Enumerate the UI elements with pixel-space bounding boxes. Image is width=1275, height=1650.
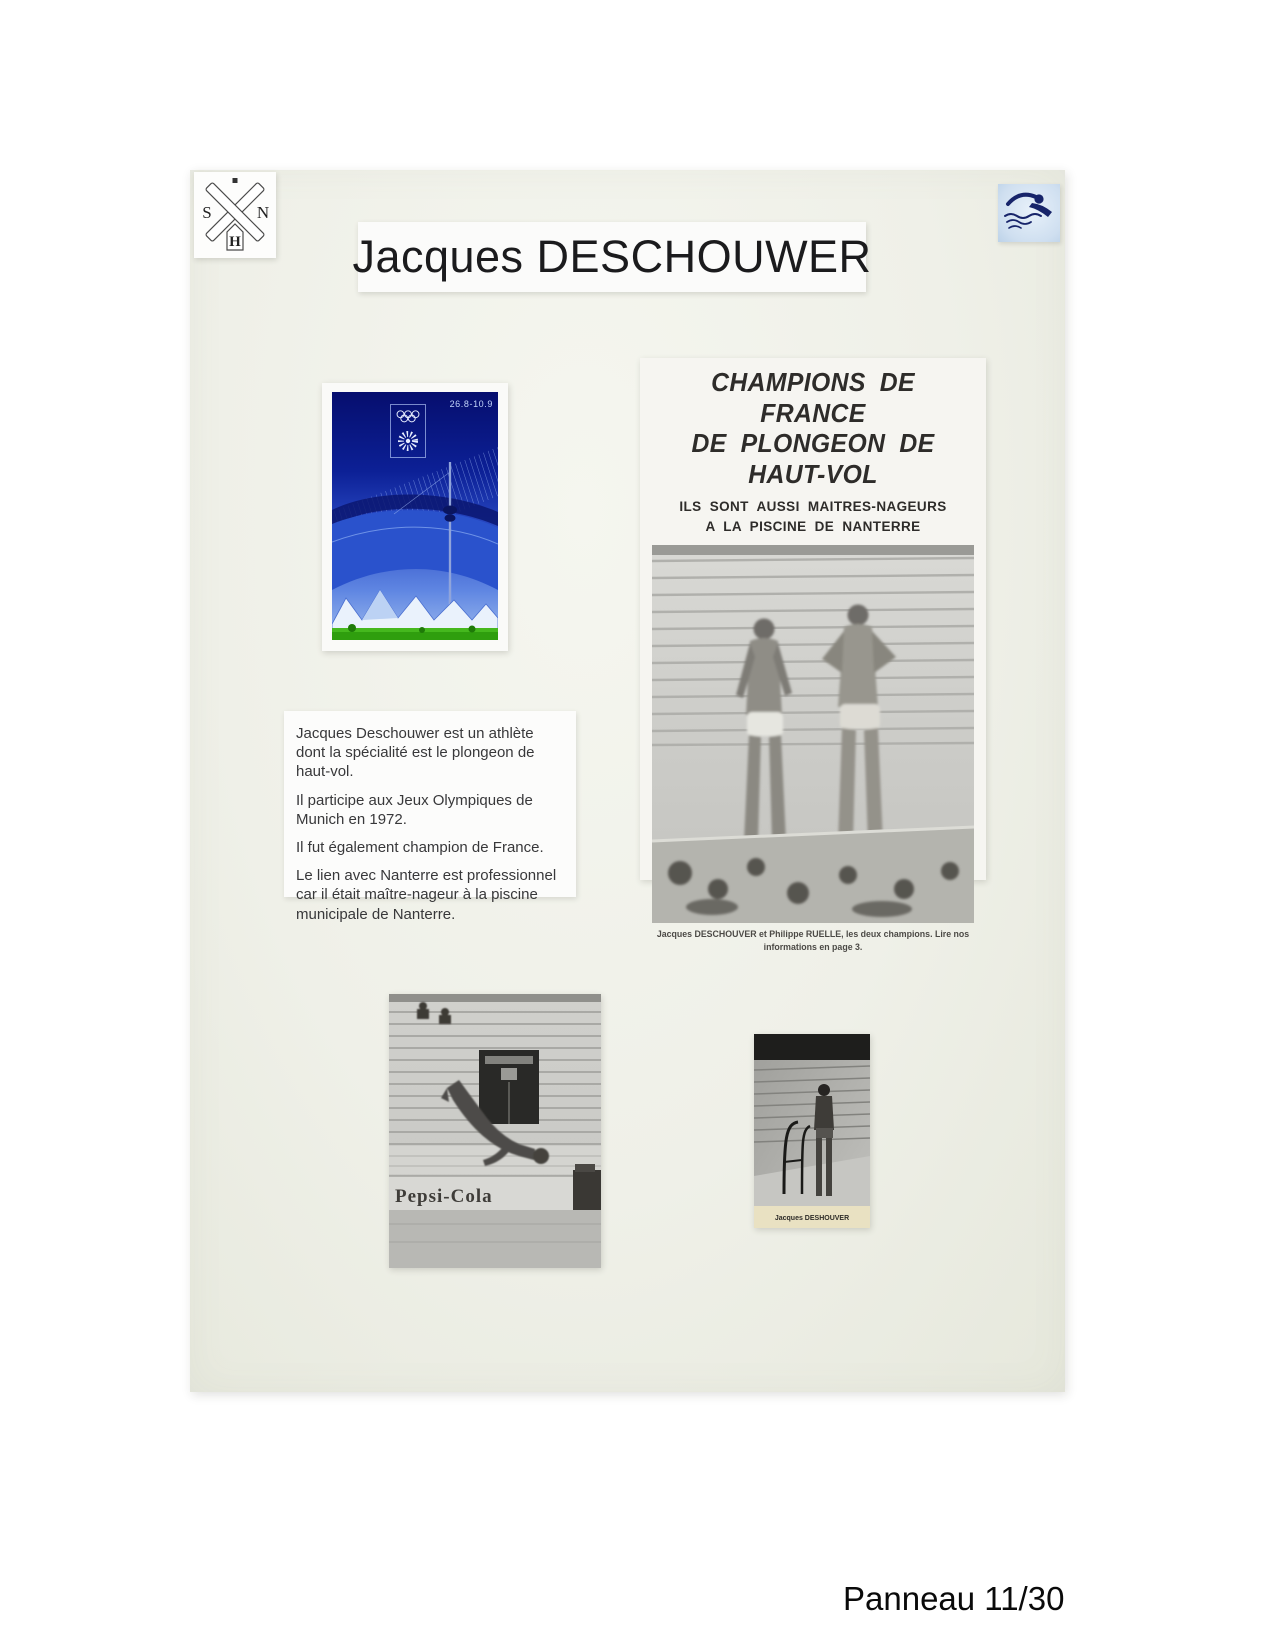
- champions-photo: [652, 545, 974, 923]
- swimmer-logo-label: [998, 184, 1060, 242]
- bio-text-label: [284, 711, 576, 923]
- munich-radiant-spiral-icon: [396, 429, 420, 453]
- title-last-name: DESCHOUWER: [536, 231, 872, 282]
- club-logo-label: [194, 172, 276, 258]
- clipping-caption: [652, 928, 974, 955]
- title-first-name: Jacques: [352, 231, 524, 282]
- portrait-photo: [754, 1034, 870, 1228]
- pepsi-cola-banner-text: Pepsi-Cola: [395, 1186, 493, 1207]
- clipping-headline: [657, 368, 969, 490]
- caption-line2: informations en page 3.: [763, 942, 863, 953]
- club-letter-h: H: [229, 234, 241, 250]
- headline-line1: CHAMPIONS DE FRANCE: [711, 369, 915, 428]
- subhead-line2: A LA PISCINE DE NANTERRE: [705, 518, 921, 534]
- olympic-poster-backing: [322, 383, 508, 651]
- bio-paragraph-1: Jacques Deschouwer est un athlète dont la spécialité est le plongeon de haut-vol.: [296, 725, 535, 781]
- bio-paragraph-3: Il fut également champion de France.: [296, 838, 544, 856]
- headline-line2: DE PLONGEON DE HAUT-VOL: [691, 430, 935, 489]
- subhead-line1: ILS SONT AUSSI MAITRES-NAGEURS: [679, 499, 947, 515]
- munich-olympics-poster: [332, 392, 498, 640]
- club-letter-n: N: [256, 203, 270, 222]
- portrait-caption-text: Jacques DESHOUVER: [774, 1215, 850, 1222]
- bio-paragraph-4: Le lien avec Nanterre est professionnel car il était maître-nageur à la piscine municipale de Nanterre.: [296, 867, 557, 923]
- munich-emblem-box: [390, 404, 426, 458]
- poster-date-label: 26.8-10.9: [449, 399, 493, 409]
- panel-number: Panneau 11/30: [843, 1580, 1065, 1617]
- caption-line1: Jacques DESCHOUVER et Philippe RUELLE, les deux champions. Lire nos: [656, 928, 970, 939]
- clipping-subhead: [652, 497, 974, 536]
- exhibition-panel: [190, 170, 1065, 1392]
- olympic-rings-icon: [393, 409, 423, 424]
- doorway: [479, 1050, 539, 1124]
- panel-title: [352, 222, 872, 292]
- club-letter-s: S: [202, 203, 212, 222]
- diver-photo: [389, 994, 601, 1268]
- newspaper-clipping: [640, 358, 986, 953]
- snh-club-logo-icon: [194, 172, 276, 258]
- bio-paragraph-2: Il participe aux Jeux Olympiques de Munich en 1972.: [296, 791, 533, 828]
- swimmer-icon: [1000, 188, 1058, 238]
